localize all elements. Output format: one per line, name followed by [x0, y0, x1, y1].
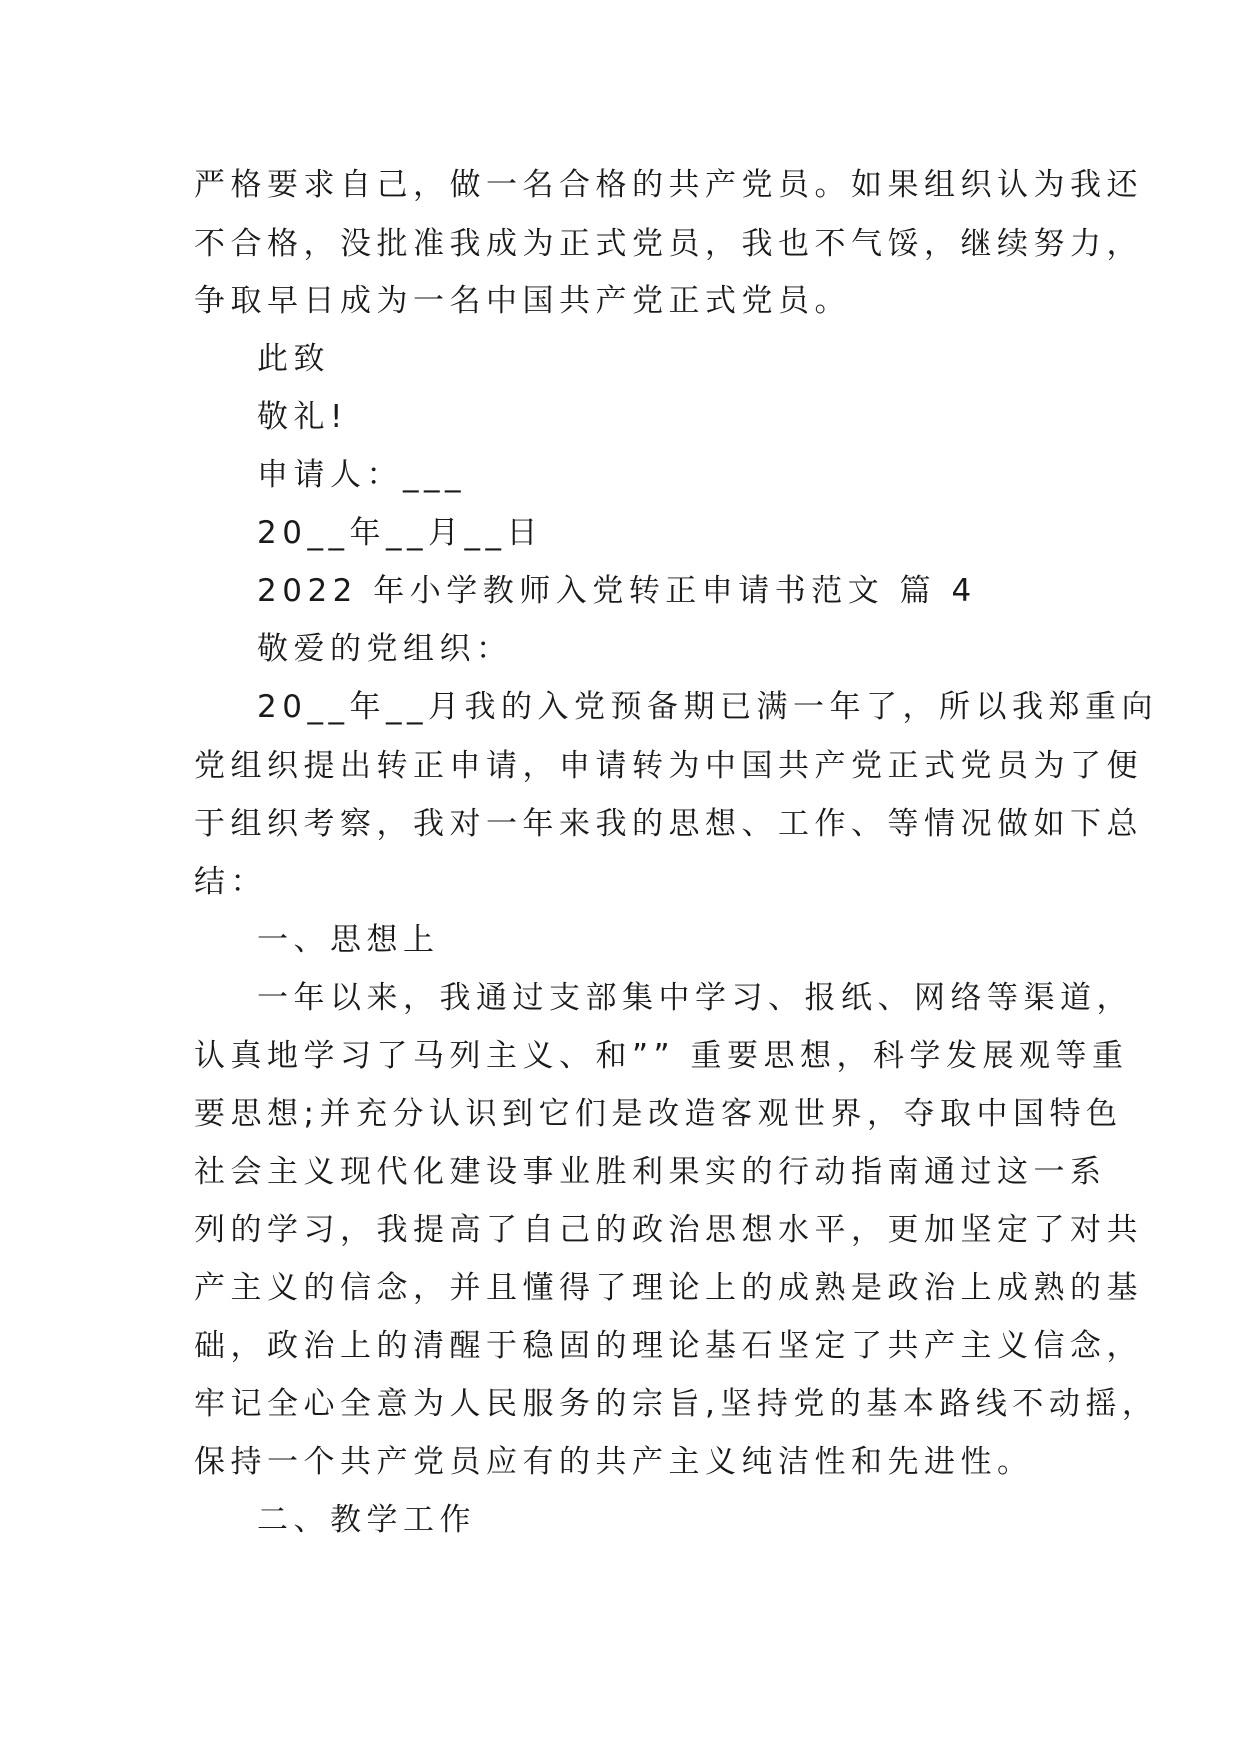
- thought-paragraph-line: 础，政治上的清醒于稳固的理论基石坚定了共产主义信念，: [194, 1328, 1143, 1364]
- closing-commitment-line: 争取早日成为一名中国共产党正式党员。: [194, 283, 851, 319]
- thought-paragraph-line: 认真地学习了马列主义、和”” 重要思想，科学发展观等重: [194, 1038, 1129, 1074]
- intro-paragraph-line: 20__年__月我的入党预备期已满一年了，所以我郑重向: [257, 689, 1158, 725]
- intro-paragraph-line: 于组织考察，我对一年来我的思想、工作、等情况做如下总: [194, 806, 1143, 842]
- greeting: 敬爱的党组织：: [257, 631, 513, 667]
- thought-paragraph-line: 一年以来，我通过支部集中学习、报纸、网络等渠道，: [257, 980, 1133, 1016]
- salutation-cizhi: 此致: [257, 341, 330, 377]
- intro-paragraph-line: 党组织提出转正申请，申请转为中国共产党正式党员为了便: [194, 748, 1143, 784]
- thought-paragraph-line: 要思想;并充分认识到它们是改造客观世界，夺取中国特色: [194, 1096, 1123, 1132]
- section-heading: 2022 年小学教师入党转正申请书范文 篇 4: [257, 573, 977, 609]
- applicant-line: 申请人：___: [257, 457, 466, 493]
- subheading-teaching: 二、教学工作: [257, 1502, 476, 1538]
- thought-paragraph-line: 牢记全心全意为人民服务的宗旨,坚持党的基本路线不动摇，: [194, 1386, 1159, 1422]
- thought-paragraph-line: 社会主义现代化建设事业胜利果实的行动指南通过这一系: [194, 1154, 1107, 1190]
- thought-paragraph-line: 列的学习，我提高了自己的政治思想水平，更加坚定了对共: [194, 1212, 1143, 1248]
- thought-paragraph-line: 产主义的信念，并且懂得了理论上的成熟是政治上成熟的基: [194, 1270, 1143, 1306]
- closing-commitment-line: 不合格，没批准我成为正式党员，我也不气馁，继续努力，: [194, 226, 1143, 262]
- subheading-thought: 一、思想上: [257, 922, 440, 958]
- date-line: 20__年__月__日: [257, 515, 543, 551]
- closing-commitment-line: 严格要求自己，做一名合格的共产党员。如果组织认为我还: [194, 167, 1143, 203]
- thought-paragraph-line: 保持一个共产党员应有的共产主义纯洁性和先进性。: [194, 1444, 1034, 1480]
- intro-paragraph-line: 结：: [194, 864, 267, 900]
- salutation-jingli: 敬礼!: [257, 399, 348, 435]
